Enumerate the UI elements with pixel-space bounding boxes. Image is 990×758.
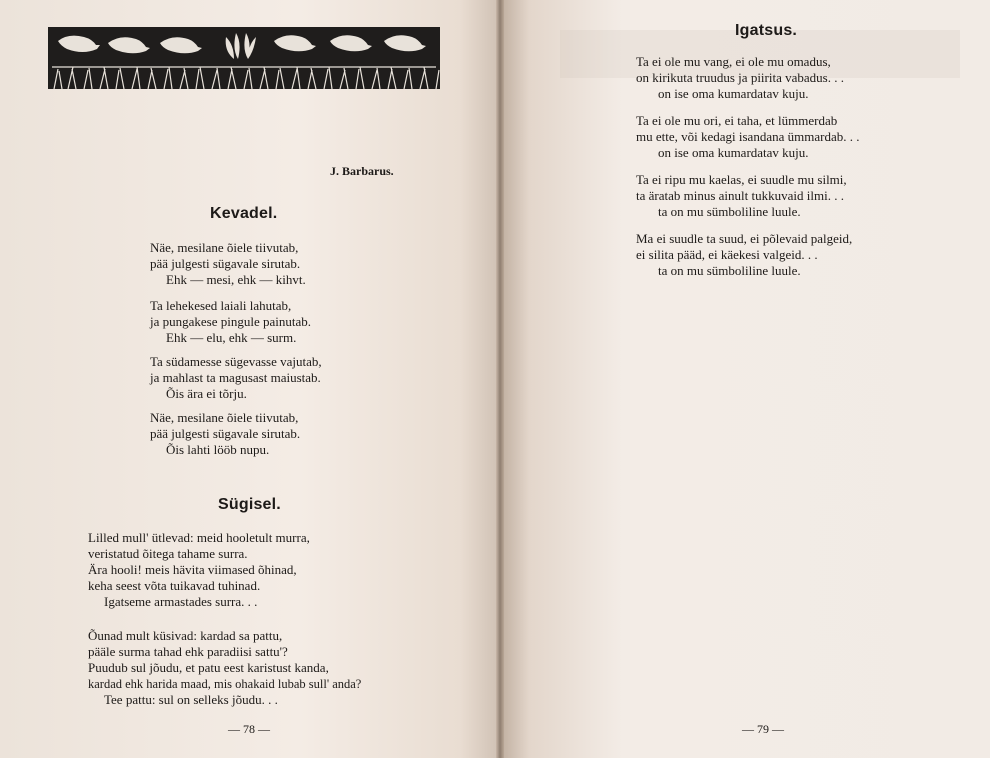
poem-line: pää julgesti sügavale sirutab. [150,426,301,441]
poem-line: kardad ehk harida maad, mis ohakaid lubab sull' anda? [88,677,362,691]
poem-line: Näe, mesilane õiele tiivutab, [150,240,299,255]
poem-title-igatsus: Igatsus. [735,22,798,39]
poem-line: ja mahlast ta magusast maiustab. [150,370,321,385]
poem-line: Ma ei suudle ta suud, ei põlevaid palgeid, [636,231,853,246]
poem-line: pää julgesti sügavale sirutab. [150,256,301,271]
poem-line: veristatud õitega tahame surra. [88,546,248,561]
poem-title-kevadel: Kevadel. [210,205,278,222]
stanza [636,231,852,279]
poem-line: Ta ei ole mu ori, ei taha, et lümmerdab [636,113,838,128]
poem-line: Ära hooli! meis hävita viimased õhinad, [88,562,297,577]
poem-author: J. Barbarus. [330,164,394,178]
poem-line: ta on mu sümboliline luule. [658,263,801,278]
stanza [88,628,361,708]
stanza [150,410,300,458]
poem-line: pääle surma tahad ehk paradiisi sattu'? [88,644,288,659]
stanza [88,530,310,610]
poem-line: Ta lehekesed laiali lahutab, [150,298,292,313]
poem-line: on ise oma kumardatav kuju. [658,86,809,101]
poem-line: mu ette, või kedagi isandana ümmardab. . . [636,129,860,144]
poem-line: Õis ära ei tõrju. [166,386,247,401]
poem-line: ta äratab minus ainult tukkuvaid ilmi. . . [636,188,844,203]
poem-line: on kirikuta truudus ja piirita vabadus. . . [636,70,844,85]
poem-line: Tee pattu: sul on selleks jõudu. . . [104,692,278,707]
poem-line: keha seest võta tuikavad tuhinad. [88,578,261,593]
poem-line: Näe, mesilane õiele tiivutab, [150,410,299,425]
poem-line: Ehk — elu, ehk — surm. [166,330,297,345]
poem-line: ta on mu sümboliline luule. [658,204,801,219]
poem-line: Ta südamesse sügevasse vajutab, [150,354,322,369]
stanza [636,54,844,102]
stanza [636,113,859,161]
poem-line: Igatseme armastades surra. . . [104,594,258,609]
poem-line: Ta ei ole mu vang, ei ole mu omadus, [636,54,831,69]
stanza [150,298,311,346]
page-number-left: — 78 — [228,722,270,736]
poem-title-sugisel: Sügisel. [218,496,281,513]
poem-line: ja pungakese pingule painutab. [150,314,312,329]
stanza [150,240,306,288]
poem-line: Lilled mull' ütlevad: meid hooletult murra, [88,530,310,545]
book-gutter [496,0,504,758]
poem-line: Ta ei ripu mu kaelas, ei suudle mu silmi, [636,172,847,187]
stanza [150,354,322,402]
poem-line: Puudub sul jõudu, et patu eest karistust kanda, [88,660,329,675]
poem-line: ei silita pääd, ei käekesi valgeid. . . [636,247,818,262]
poem-line: on ise oma kumardatav kuju. [658,145,809,160]
poem-line: Õunad mult küsivad: kardad sa pattu, [88,628,283,643]
poem-line: Õis lahti lööb nupu. [166,442,270,457]
bird-ornament-banner [48,27,440,89]
bird-ornament-icon [48,27,440,89]
page-number-right: — 79 — [742,722,784,736]
stanza [636,172,847,220]
poem-line: Ehk — mesi, ehk — kihvt. [166,272,306,287]
